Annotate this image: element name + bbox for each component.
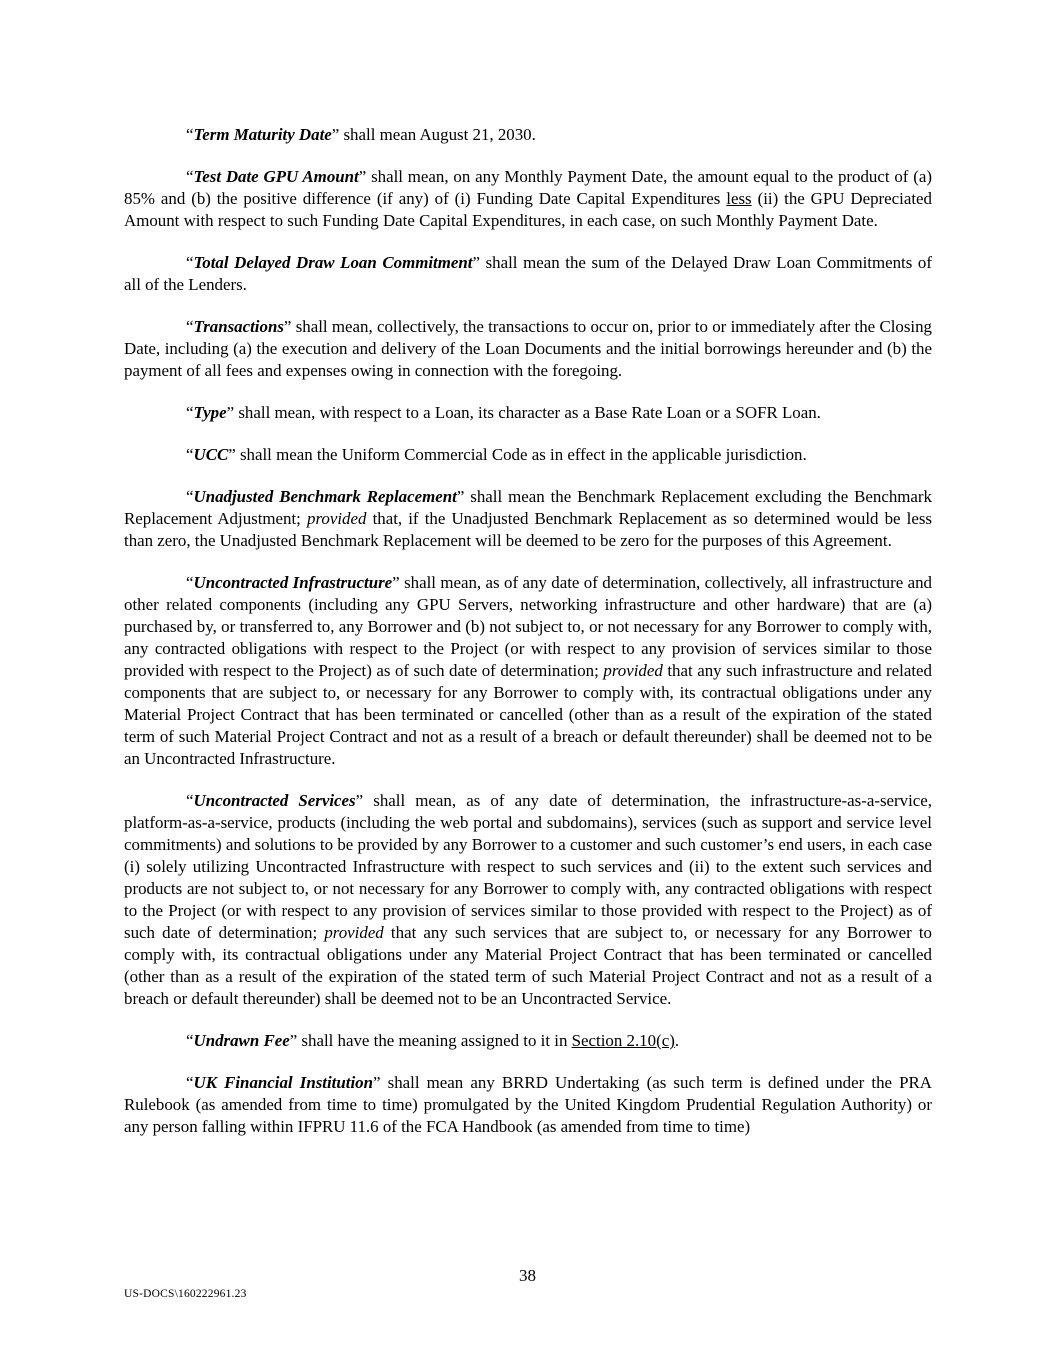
definition-text: shall mean, on any Monthly Payment Date, the amount equal to the product of (a) 85% and (b) the positive difference (if any) of (i) Funding Date Capital Expenditures [124, 167, 933, 208]
emphasis-text: provided [603, 661, 663, 680]
definition-paragraph: “Test Date GPU Amount” shall mean, on any Monthly Payment Date, the amount equal to the product of (a) 85% and (b) the positive difference (if any) of (i) Funding Date Capital Expenditures less (ii) the GPU Depreciated Amount with respect to such Funding Date Capital Expenditures, in each case, on such Monthly Payment Date. [124, 167, 933, 230]
emphasis-text: provided [307, 509, 367, 528]
defined-term: Uncontracted Services [193, 791, 356, 810]
defined-term: Total Delayed Draw Loan Commitment [193, 253, 473, 272]
defined-term: Unadjusted Benchmark Replacement [193, 487, 457, 506]
definition-text: that any such services that are subject to, or necessary for any Borrower to comply with, its contractual obligations under any Material Project Contract that has been terminated or cancelled (other than as a result of the expiration of the stated term of such Material Project Contract and not as a result of a breach or default thereunder) shall be deemed not to be an Uncontracted Service. [124, 923, 932, 1008]
definition-text: . [674, 1031, 680, 1050]
definition-text: shall mean the Benchmark Replacement excluding the Benchmark Replacement Adjustment; [124, 487, 932, 528]
defined-term: Type [193, 403, 227, 422]
definition-text: shall have the meaning assigned to it in [297, 1031, 572, 1050]
definition-text: that any such infrastructure and related components that are subject to, or necessary for any Borrower to comply with, its contractual obligations under any Material Project Contract that has been terminated or cancelled (other than as a result of the expiration of the stated term of such Material Project Contract and not as a result of a breach or default thereunder) shall be deemed not to be an Uncontracted Infrastructure. [124, 661, 932, 768]
definition-paragraph: “UK Financial Institution” shall mean any BRRD Undertaking (as such term is defined under the PRA Rulebook (as amended from time to time) promulgated by the United Kingdom Prudential Regulation Authority) or any person falling within IFPRU 11.6 of the FCA Handbook (as amended from time to time) [124, 1073, 933, 1136]
definition-paragraph: “Uncontracted Infrastructure” shall mean, as of any date of determination, collectively, all infrastructure and other related components (including any GPU Servers, networking infrastructure and other hardware) that are (a) purchased by, or transferred to, any Borrower and (b) not subject to, or not necessary for any Borrower to comply with, any contracted obligations with respect to the Project (or with respect to any provision of services similar to those provided with respect to the Project) as of such date of determination; provided that any such infrastructure and related components that are subject to, or necessary for any Borrower to comply with, its contractual obligations under any Material Project Contract that has been terminated or cancelled (other than as a result of the expiration of the stated term of such Material Project Contract and not as a result of a breach or default thereunder) shall be deemed not to be an Uncontracted Infrastructure. [124, 573, 932, 768]
definition-paragraph: “Transactions” shall mean, collectively, the transactions to occur on, prior to or immediately after the Closing Date, including (a) the execution and delivery of the Loan Documents and the initial borrowings hereunder and (b) the payment of all fees and expenses owing in connection with the foregoing. [124, 317, 932, 380]
definition-text: (ii) the GPU Depreciated Amount with respect to such Funding Date Capital Expenditures, in each case, on such Monthly Payment Date. [124, 189, 932, 230]
page-number: 38 [519, 1266, 536, 1285]
definition-text: shall mean, with respect to a Loan, its character as a Base Rate Loan or a SOFR Loan. [234, 403, 821, 422]
definition-paragraph: “UCC” shall mean the Uniform Commercial Code as in effect in the applicable jurisdiction. [186, 445, 807, 464]
cross-reference: Section 2.10(c) [571, 1031, 675, 1050]
definition-paragraph: “Unadjusted Benchmark Replacement” shall mean the Benchmark Replacement excluding the Benchmark Replacement Adjustment; provided that, if the Unadjusted Benchmark Replacement as so determined would be less than zero, the Unadjusted Benchmark Replacement will be deemed to be zero for the purposes of this Agreement. [124, 487, 932, 550]
document-body [124, 124, 932, 1158]
definition-paragraph: “Undrawn Fee” shall have the meaning assigned to it in Section 2.10(c). [186, 1031, 680, 1050]
document-id: US-DOCS\160222961.23 [124, 1288, 247, 1300]
definition-text: shall mean, as of any date of determination, the infrastructure-as-a-service, platform-as-a-service, products (including the web portal and subdomains), services (such as support and service level commitments) and solutions to be provided by any Borrower to a customer and such customer’s end users, in each case (i) solely utilizing Uncontracted Infrastructure with respect to such services and (ii) to the extent such services and products are not subject to, or not necessary for any Borrower to comply with, any contracted obligations with respect to the Project (or with respect to any provision of services similar to those provided with respect to the Project) as of such date of determination; [124, 791, 932, 942]
definition-text: shall mean any BRRD Undertaking (as such term is defined under the PRA Rulebook (as amended from time to time) promulgated by the United Kingdom Prudential Regulation Authority) or any person falling within IFPRU 11.6 of the FCA Handbook (as amended from time to time) [124, 1073, 933, 1136]
definition-text: shall mean August 21, 2030. [339, 125, 536, 144]
definition-paragraph: “Type” shall mean, with respect to a Loan, its character as a Base Rate Loan or a SOFR Loan. [186, 403, 821, 422]
defined-term: UK Financial Institution [193, 1073, 373, 1092]
defined-term: Uncontracted Infrastructure [193, 573, 393, 592]
defined-term: Transactions [193, 317, 284, 336]
definition-text: shall mean the sum of the Delayed Draw Loan Commitments of all of the Lenders. [124, 253, 932, 294]
definition-text: shall mean the Uniform Commercial Code as in effect in the applicable jurisdiction. [235, 445, 807, 464]
definition-text: shall mean, collectively, the transactions to occur on, prior to or immediately after the Closing Date, including (a) the execution and delivery of the Loan Documents and the initial borrowings hereunder and (b) the payment of all fees and expenses owing in connection with the foregoing. [124, 317, 932, 380]
definition-paragraph: “Uncontracted Services” shall mean, as of any date of determination, the infrastructure-as-a-service, platform-as-a-service, products (including the web portal and subdomains), services (such as support and service level commitments) and solutions to be provided by any Borrower to a customer and such customer’s end users, in each case (i) solely utilizing Uncontracted Infrastructure with respect to such services and (ii) to the extent such services and products are not subject to, or not necessary for any Borrower to comply with, any contracted obligations with respect to the Project (or with respect to any provision of services similar to those provided with respect to the Project) as of such date of determination; provided that any such services that are subject to, or necessary for any Borrower to comply with, its contractual obligations under any Material Project Contract that has been terminated or cancelled (other than as a result of the expiration of the stated term of such Material Project Contract and not as a result of a breach or default thereunder) shall be deemed not to be an Uncontracted Service. [124, 791, 932, 1008]
definition-paragraph: “Total Delayed Draw Loan Commitment” shall mean the sum of the Delayed Draw Loan Commitments of all of the Lenders. [124, 253, 932, 294]
emphasis-text: provided [324, 923, 384, 942]
definition-text: shall mean, as of any date of determination, collectively, all infrastructure and other related components (including any GPU Servers, networking infrastructure and other hardware) that are (a) purchased by, or transferred to, any Borrower and (b) not subject to, or not necessary for any Borrower to comply with, any contracted obligations with respect to the Project (or with respect to any provision of services similar to those provided with respect to the Project) as of such date of determination; [124, 573, 932, 680]
defined-term: Undrawn Fee [193, 1031, 290, 1050]
defined-term: Test Date GPU Amount [193, 167, 359, 186]
defined-term: Term Maturity Date [193, 125, 332, 144]
defined-term: UCC [193, 445, 229, 464]
definition-text: that, if the Unadjusted Benchmark Replacement as so determined would be less than zero, the Unadjusted Benchmark Replacement will be deemed to be zero for the purposes of this Agreement. [124, 509, 932, 550]
definition-paragraph: “Term Maturity Date” shall mean August 21, 2030. [186, 125, 536, 144]
cross-reference: less [726, 189, 752, 208]
